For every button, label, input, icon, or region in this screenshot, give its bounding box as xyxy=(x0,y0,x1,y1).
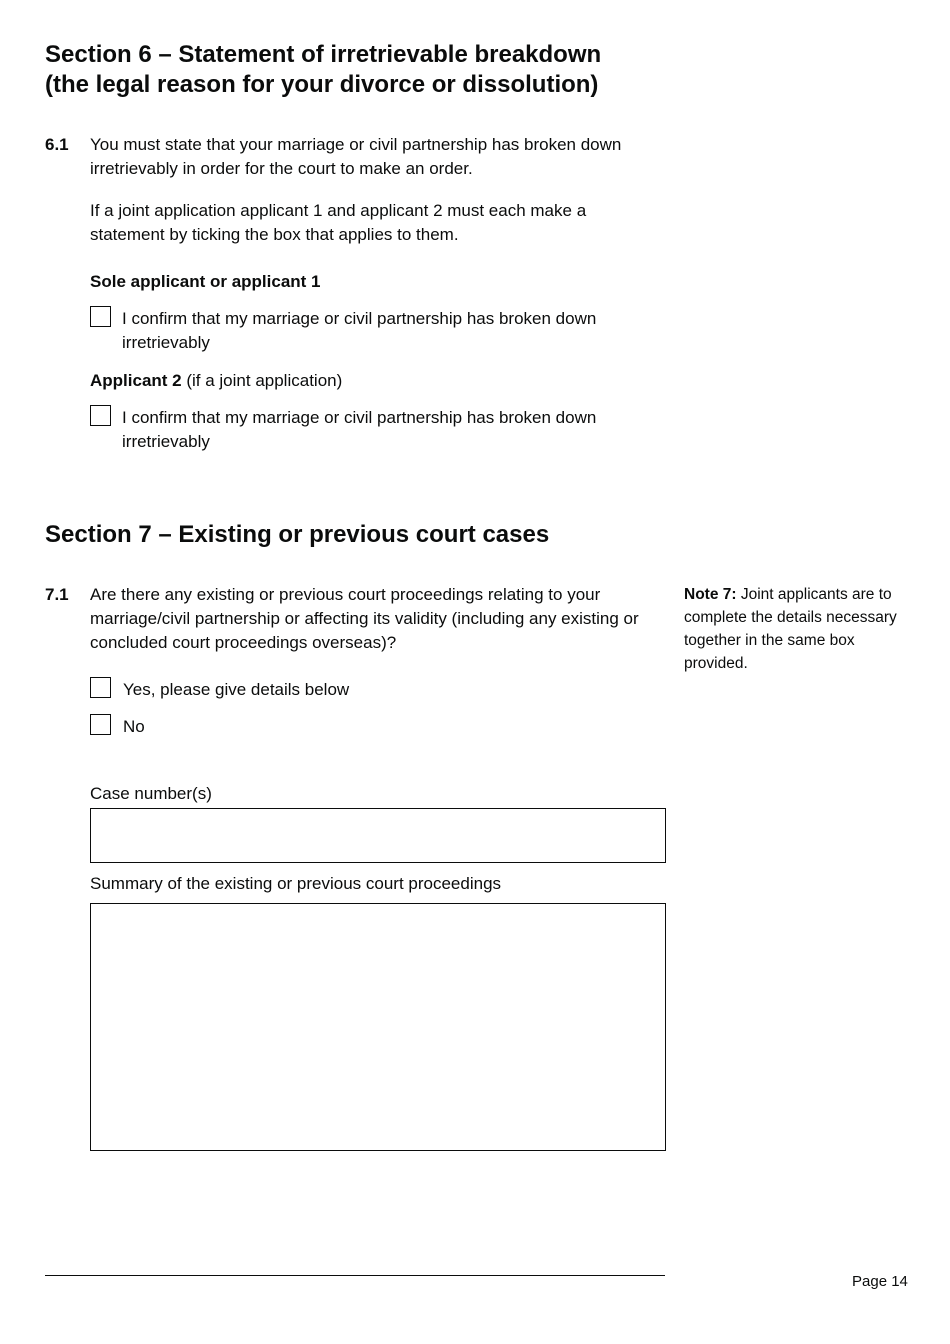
applicant-2-heading-bold: Applicant 2 xyxy=(90,371,182,390)
applicant-1-heading: Sole applicant or applicant 1 xyxy=(90,272,321,291)
applicant-1-confirm-label-line1: I confirm that my marriage or civil partnership has broken down xyxy=(122,309,597,328)
applicant-1-confirm-label-line2: irretrievably xyxy=(122,333,210,352)
note-7-label: Note 7: xyxy=(684,586,737,603)
applicant-2-heading xyxy=(90,369,665,393)
applicant-2-confirm-label-line1: I confirm that my marriage or civil partnership has broken down xyxy=(122,408,597,427)
note-7 xyxy=(684,583,899,675)
note-7-text: Joint applicants are to complete the details necessary together in the same box provided. xyxy=(684,586,897,672)
existing-cases-no-checkbox[interactable] xyxy=(90,714,111,735)
case-number-field[interactable] xyxy=(90,808,666,863)
section-6-heading-line1: Section 6 – Statement of irretrievable breakdown xyxy=(45,41,602,68)
footer-divider xyxy=(45,1275,665,1276)
section-6-heading-line2: (the legal reason for your divorce or dissolution) xyxy=(45,71,599,98)
question-7-1-text: Are there any existing or previous court proceedings relating to your marriage/civil partnership or affecting its validity (including any existing or concluded court proceedings overseas)? xyxy=(90,585,639,652)
case-number-label: Case number(s) xyxy=(90,784,212,803)
summary-field[interactable] xyxy=(90,903,666,1151)
applicant-1-confirm-label xyxy=(122,307,682,355)
section-6-heading xyxy=(45,40,745,100)
existing-cases-yes-checkbox[interactable] xyxy=(90,677,111,698)
summary-label: Summary of the existing or previous court proceedings xyxy=(90,874,502,893)
applicant-2-heading-rest: (if a joint application) xyxy=(181,371,343,390)
applicant-2-confirm-checkbox[interactable] xyxy=(90,405,111,426)
applicant-2-confirm-label-line2: irretrievably xyxy=(122,432,210,451)
applicant-1-confirm-checkbox[interactable] xyxy=(90,306,111,327)
joint-application-instruction: If a joint application applicant 1 and applicant 2 must each make a statement by ticking the box that applies to them. xyxy=(90,201,587,244)
question-6-1-text: You must state that your marriage or civil partnership has broken down irretrievably in order for the court to make an order. xyxy=(90,135,622,178)
section-7-heading: Section 7 – Existing or previous court cases xyxy=(45,521,550,548)
question-6-1-number: 6.1 xyxy=(45,135,69,154)
existing-cases-no-label: No xyxy=(123,717,145,736)
applicant-2-confirm-label xyxy=(122,406,682,454)
page-number: Page 14 xyxy=(852,1273,908,1290)
existing-cases-yes-label: Yes, please give details below xyxy=(123,680,350,699)
question-7-1-number: 7.1 xyxy=(45,585,69,604)
